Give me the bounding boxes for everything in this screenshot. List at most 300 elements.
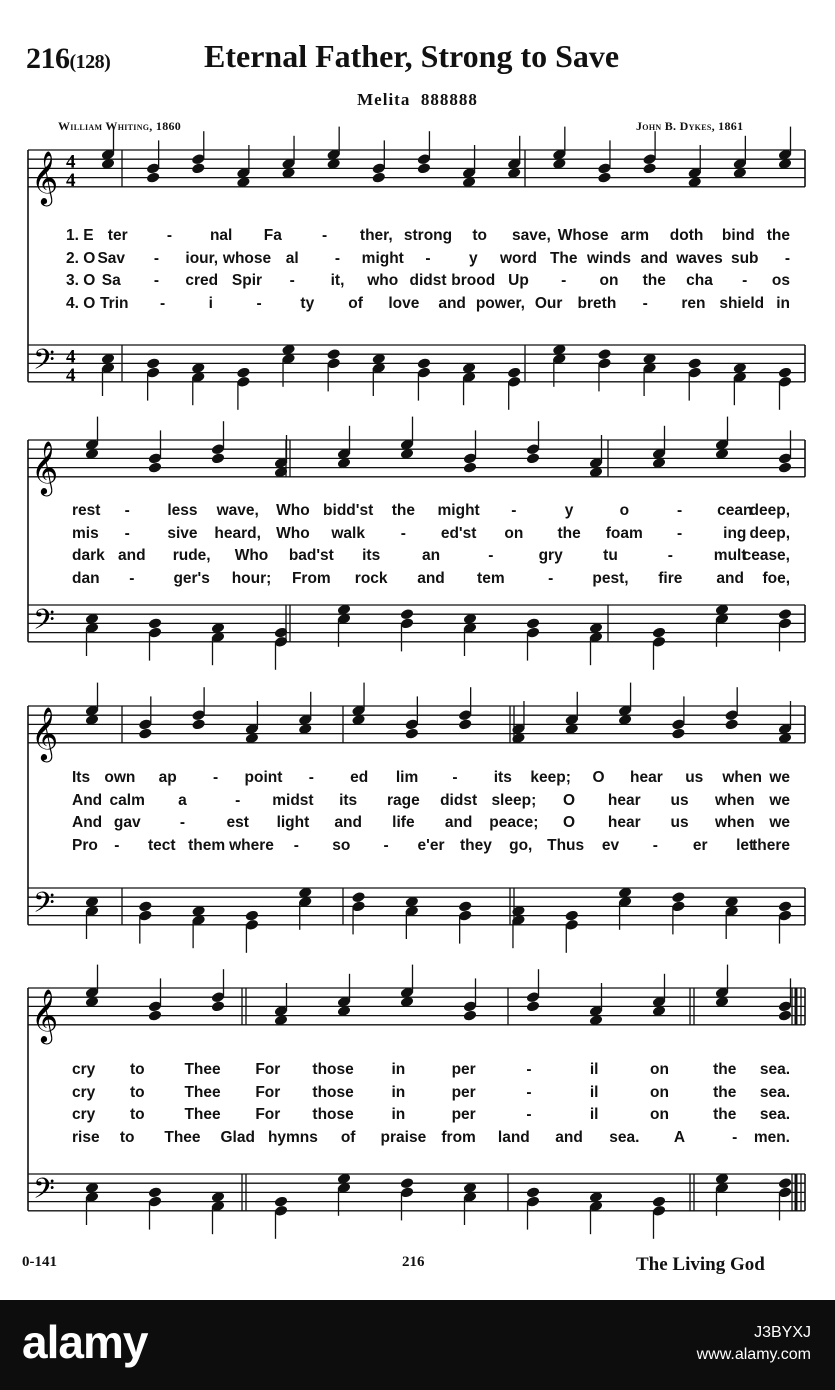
lyric-syllable: who [367, 272, 399, 289]
note-head [463, 461, 478, 474]
lyric-syllable: os [771, 272, 790, 289]
note-head [671, 891, 686, 904]
lyric-syllable: hear [607, 814, 641, 831]
lyric-syllable: ther, [359, 227, 393, 244]
lyric-syllable: and [438, 294, 466, 312]
lyric-syllable: midst [272, 791, 314, 809]
time-signature-treble-top: 4 [66, 151, 76, 173]
lyric-syllable: on [599, 272, 619, 289]
lyric-syllable: per [451, 1061, 476, 1078]
lyric-syllable: rest [72, 502, 101, 519]
note-head [371, 171, 386, 184]
lyric-syllable: strong [403, 227, 453, 244]
lyric-syllable: deep, [749, 524, 790, 542]
note-head [400, 608, 415, 621]
lyric-syllable: cha [686, 272, 713, 289]
lyric-syllable: hymns [267, 1128, 318, 1146]
lyric-syllable: tem [477, 569, 505, 587]
composer-credit: John B. Dykes, 1861 [636, 119, 744, 133]
lyric-syllable: might [361, 249, 404, 267]
lyric-syllable: didst [409, 272, 447, 289]
note-head [671, 727, 686, 740]
note-head [778, 1009, 793, 1022]
note-head [564, 909, 579, 922]
lyric-syllable: - [732, 1128, 738, 1146]
lyric-syllable: the [557, 524, 581, 542]
lyric-syllable: - [642, 294, 648, 312]
lyric-syllable: and [417, 569, 445, 587]
lyric-syllable: And [72, 814, 103, 831]
lyric-syllable: on [649, 1083, 669, 1101]
note-head [652, 626, 667, 639]
lyric-syllable: dark [72, 547, 105, 564]
lyric-syllable: let [736, 836, 755, 854]
lyric-syllable: shield [719, 294, 765, 312]
watermark-url: www.alamy.com [696, 1346, 811, 1364]
lyric-syllable: - [153, 249, 160, 267]
lyric-syllable: foam [605, 524, 643, 542]
lyric-syllable: al [285, 249, 299, 267]
lyric-syllable: il [589, 1061, 599, 1078]
treble-clef-icon: 𝄞 [31, 149, 59, 204]
lyric-syllable: ren [681, 294, 706, 312]
lyric-syllable: y [468, 249, 478, 267]
lyric-syllable: - [526, 1106, 532, 1123]
lyric-syllable: and [118, 547, 146, 564]
lyric-syllable: - [256, 294, 262, 312]
lyric-syllable: gry [538, 547, 563, 564]
lyric-syllable: men. [753, 1128, 790, 1146]
treble-clef-icon: 𝄞 [31, 439, 59, 494]
lyric-syllable: an [421, 547, 441, 564]
note-head [526, 1000, 541, 1013]
lyric-syllable: Our [534, 294, 563, 312]
lyric-syllable: - [425, 249, 431, 267]
lyric-syllable: sea. [609, 1128, 640, 1146]
lyric-syllable: Whose [557, 227, 609, 244]
lyric-syllable: didst [440, 791, 478, 809]
bass-clef-icon: 𝄢 [33, 886, 55, 927]
lyric-syllable: to [129, 1061, 145, 1078]
lyric-syllable: fire [658, 569, 683, 587]
note-head [463, 1009, 478, 1022]
lyric-syllable: the [642, 272, 666, 289]
lyric-syllable: - [166, 227, 173, 244]
lyric-syllable: For [255, 1083, 281, 1101]
lyric-syllable: when [714, 814, 755, 831]
lyric-syllable: - [213, 769, 219, 786]
watermark-image-id: J3BYXJ [754, 1324, 811, 1341]
lyric-syllable: sea. [759, 1106, 790, 1123]
lyric-syllable: ter [107, 227, 128, 244]
lyric-syllable: peace; [489, 814, 539, 831]
lyric-syllable: on [649, 1106, 669, 1123]
note-head [326, 348, 341, 361]
lyric-syllable: ev [601, 836, 620, 854]
lyric-syllable: the [713, 1106, 737, 1123]
lyric-syllable: il [589, 1083, 599, 1101]
lyric-syllable: rock [354, 569, 388, 587]
note-head [597, 171, 612, 184]
lyric-syllable: when [714, 791, 755, 809]
note-head [652, 1195, 667, 1208]
lyric-syllable: to [129, 1083, 145, 1101]
lyric-syllable: we [769, 791, 790, 809]
lyric-syllable: Sav [97, 249, 126, 267]
lyric-syllable: might [437, 502, 480, 519]
tune-name: Melita [357, 90, 411, 109]
lyric-syllable: - [293, 836, 299, 854]
lyric-syllable: to [472, 227, 488, 244]
note-head [148, 461, 163, 474]
note-head [778, 1177, 793, 1190]
lyric-syllable: and [716, 569, 744, 587]
lyric-syllable: per [451, 1106, 476, 1123]
lyric-syllable: winds [587, 249, 631, 267]
lyric-syllable: cred [185, 272, 219, 289]
lyric-syllable: - [488, 547, 494, 564]
lyric-syllable: in [391, 1083, 406, 1101]
lyric-syllable: cease, [742, 547, 790, 564]
lyric-syllable: sea. [759, 1061, 790, 1078]
hymn-alt-number: (128) [69, 51, 111, 73]
lyric-syllable: and [555, 1128, 583, 1146]
lyric-syllable: - [179, 814, 186, 831]
note-head [778, 900, 793, 913]
lyric-syllable: A [673, 1128, 686, 1146]
lyric-syllable: us [685, 769, 704, 786]
lyric-syllable: iour, [185, 249, 219, 267]
lyric-syllable: ap [158, 769, 177, 786]
lyric-syllable: hear [630, 769, 663, 786]
lyric-syllable: of [340, 1128, 356, 1146]
lyric-syllable: point [244, 769, 283, 786]
lyric-syllable: dan [72, 569, 100, 587]
note-head [138, 900, 153, 913]
lyric-syllable: we [769, 814, 790, 831]
note-head [274, 1195, 289, 1208]
lyric-syllable: - [129, 569, 135, 587]
lyric-syllable: its [493, 769, 512, 786]
lyric-syllable: of [348, 294, 363, 312]
note-head [507, 366, 522, 379]
note-head [417, 357, 432, 370]
lyric-syllable: - [308, 769, 314, 786]
lyric-syllable: life [392, 814, 415, 831]
footer-section-title: The Living God [636, 1254, 765, 1275]
note-head [458, 900, 473, 913]
lyric-syllable: Pro [72, 836, 98, 854]
lyric-syllable: us [670, 791, 689, 809]
note-head [146, 171, 161, 184]
lyric-syllable: sea. [759, 1083, 790, 1101]
hymn-title: Eternal Father, Strong to Save [204, 38, 620, 74]
system-1 [28, 127, 805, 410]
lyric-syllable: cry [72, 1083, 96, 1101]
note-head [211, 1000, 226, 1013]
lyric-syllable: 4. O [66, 294, 96, 312]
lyric-syllable: mult [713, 547, 747, 564]
note-head [148, 617, 163, 630]
lyric-syllable: ing [723, 524, 747, 542]
lyric-syllable: O [592, 769, 605, 786]
lyric-syllable: love [388, 294, 420, 312]
watermark-logo: alamy [22, 1316, 148, 1368]
note-head [417, 162, 432, 175]
note-head [245, 909, 260, 922]
lyric-syllable: Up [508, 272, 529, 289]
lyric-syllable: there [752, 836, 790, 854]
lyric-syllable: breth [577, 294, 617, 312]
lyric-syllable: ty [300, 294, 315, 312]
lyric-syllable: hour; [231, 569, 272, 587]
lyric-syllable: And [72, 791, 103, 809]
lyric-syllable: Thus [547, 836, 585, 854]
lyric-syllable: - [526, 1083, 532, 1101]
lyric-syllable: where [229, 836, 274, 854]
lyric-syllable: - [289, 272, 295, 289]
lyric-syllable: to [129, 1106, 145, 1123]
lyric-syllable: From [291, 569, 331, 587]
lyric-syllable: - [511, 502, 517, 519]
lyric-syllable: go, [509, 836, 533, 854]
lyric-syllable: Thee [184, 1083, 221, 1101]
lyric-syllable: us [670, 814, 689, 831]
tune-meter: 888888 [420, 90, 478, 109]
lyric-syllable: cry [72, 1061, 96, 1078]
lyric-syllable: sub [730, 249, 759, 267]
note-head [526, 452, 541, 465]
lyric-syllable: and [640, 249, 669, 267]
lyric-syllable: - [526, 1061, 532, 1078]
note-head [778, 461, 793, 474]
lyric-syllable: cry [72, 1106, 96, 1123]
system-2 [28, 417, 805, 670]
lyric-syllable: - [400, 524, 406, 542]
watermark-bar [0, 1300, 835, 1390]
lyric-syllable: in [776, 294, 790, 312]
footer-code: 0-141 [22, 1254, 57, 1270]
lyric-syllable: deep, [749, 502, 790, 519]
lyric-syllable: ger's [173, 569, 210, 587]
lyric-syllable: its [339, 791, 358, 809]
lyric-syllable: - [561, 272, 567, 289]
lyric-syllable: sive [167, 524, 198, 542]
system-4 [28, 965, 805, 1239]
lyric-syllable: tect [147, 836, 176, 854]
lyric-syllable: mis [72, 524, 99, 542]
lyric-syllable: - [321, 227, 328, 244]
lyric-syllable: those [312, 1106, 354, 1123]
lyric-syllable: - [114, 836, 120, 854]
lyric-syllable: - [667, 547, 673, 564]
lyric-syllable: Thee [184, 1061, 221, 1078]
lyric-syllable: o [619, 502, 630, 519]
note-head [146, 357, 161, 370]
lyric-syllable: - [383, 836, 389, 854]
hymn-number-main: 216 [26, 42, 70, 75]
note-head [778, 366, 793, 379]
lyric-syllable: - [235, 791, 241, 809]
lyric-syllable: gav [113, 814, 141, 831]
note-head [778, 608, 793, 621]
note-head [724, 718, 739, 731]
lyric-syllable: sleep; [491, 791, 537, 809]
lyric-syllable: on [649, 1061, 669, 1078]
lyric-syllable: wave, [216, 502, 259, 519]
lyric-syllable: them [188, 836, 226, 854]
lyric-syllable: keep; [530, 769, 571, 786]
lyric-syllable: Thee [184, 1106, 221, 1123]
lyric-syllable: they [459, 836, 492, 854]
note-head [400, 1177, 415, 1190]
lyric-syllable: O [563, 791, 576, 809]
note-head [211, 452, 226, 465]
lyric-syllable: per [451, 1083, 476, 1101]
lyric-syllable: walk [331, 524, 365, 542]
lyric-syllable: Trin [100, 294, 129, 312]
bass-clef-icon: 𝄢 [33, 343, 55, 384]
lyric-syllable: il [589, 1106, 599, 1123]
lyric-syllable: waves [676, 249, 723, 267]
lyric-syllable: bind [721, 227, 755, 244]
lyric-syllable: Thee [164, 1128, 201, 1146]
lyric-syllable: - [742, 272, 748, 289]
lyric-syllable: foe, [762, 569, 790, 587]
lyric-syllable: lim [395, 769, 419, 786]
lyric-syllable: brood [451, 272, 496, 289]
bass-clef-icon: 𝄢 [33, 603, 55, 644]
lyric-syllable: Who [234, 547, 269, 564]
time-signature-bass-top: 4 [66, 346, 76, 368]
note-head [236, 366, 251, 379]
lyric-syllable: 3. O [66, 272, 96, 289]
lyric-syllable: - [676, 502, 683, 519]
lyric-syllable: - [153, 272, 160, 289]
lyric-syllable: - [676, 524, 683, 542]
lyric-syllable: - [784, 249, 790, 267]
lyric-syllable: so [332, 836, 351, 854]
lyric-syllable: - [548, 569, 554, 587]
note-head [687, 357, 702, 370]
note-head [526, 617, 541, 630]
lyric-syllable: O [563, 814, 576, 831]
lyric-syllable: - [334, 249, 341, 267]
lyric-syllable: er [692, 836, 708, 854]
note-head [351, 891, 366, 904]
lyric-syllable: in [391, 1061, 406, 1078]
watermark-info [697, 1322, 811, 1367]
lyric-syllable: to [119, 1128, 135, 1146]
lyric-syllable: save, [512, 227, 551, 244]
lyric-syllable: Fa [263, 227, 282, 244]
lyric-syllable: Who [276, 524, 310, 542]
lyric-syllable: 1. E [66, 227, 94, 244]
lyric-syllable: praise [380, 1128, 427, 1146]
lyric-syllable: the [713, 1083, 737, 1101]
lyric-syllable: For [255, 1061, 281, 1078]
lyric-syllable: - [159, 294, 166, 312]
lyric-syllable: y [564, 502, 574, 519]
note-head [642, 162, 657, 175]
lyric-syllable: those [312, 1083, 354, 1101]
lyric-syllable: whose [222, 249, 272, 267]
lyric-syllable: Spir [231, 272, 263, 289]
lyric-syllable: we [769, 769, 790, 786]
lyric-syllable: on [504, 524, 524, 542]
lyric-syllable: land [497, 1128, 530, 1146]
lyric-syllable: from [441, 1128, 476, 1146]
lyric-syllable: in [391, 1106, 406, 1123]
lyric-syllable: arm [620, 227, 650, 244]
author-credit: William Whiting, 1860 [58, 119, 182, 133]
note-head [405, 727, 420, 740]
bass-clef-icon: 𝄢 [33, 1172, 55, 1213]
lyric-syllable: bidd'st [323, 502, 374, 519]
lyric-syllable: those [312, 1061, 354, 1078]
lyric-syllable: its [362, 547, 381, 564]
lyric-syllable: tu [603, 547, 618, 564]
lyric-syllable: and [334, 814, 362, 831]
lyric-syllable: the [766, 227, 790, 244]
lyric-syllable: Who [276, 502, 310, 519]
lyric-syllable: when [722, 769, 762, 786]
note-head [148, 1009, 163, 1022]
lyric-syllable: less [167, 502, 198, 519]
note-head [148, 1186, 163, 1199]
lyric-syllable: light [276, 814, 310, 831]
lyric-syllable: the [391, 502, 415, 519]
lyric-syllable: rude, [172, 547, 211, 564]
note-head [597, 348, 612, 361]
lyric-syllable: For [255, 1106, 281, 1123]
time-signature-treble-bottom: 4 [66, 169, 76, 191]
lyric-syllable: word [499, 249, 538, 267]
footer-page-number: 216 [402, 1254, 425, 1270]
lyric-syllable: rise [72, 1128, 100, 1146]
lyric-syllable: nal [209, 227, 233, 244]
lyric-syllable: - [124, 524, 130, 542]
treble-clef-icon: 𝄞 [31, 705, 59, 760]
lyric-syllable: est [226, 814, 249, 831]
lyric-syllable: it, [330, 272, 345, 289]
lyric-syllable: Sa [101, 272, 121, 289]
lyric-syllable: e'er [417, 836, 445, 854]
lyric-syllable: ed'st [440, 524, 477, 542]
lyric-syllable: - [124, 502, 130, 519]
lyric-syllable: hear [607, 791, 641, 809]
lyric-syllable: the [713, 1061, 737, 1078]
note-head [191, 162, 206, 175]
lyric-syllable: cean [717, 502, 753, 519]
lyric-syllable: - [652, 836, 658, 854]
lyric-syllable: and [444, 814, 473, 831]
lyric-syllable: Its [72, 769, 91, 786]
lyric-syllable: heard, [214, 524, 261, 542]
lyric-syllable: Glad [220, 1128, 255, 1146]
lyric-syllable: calm [109, 791, 145, 809]
lyric-syllable: The [549, 249, 578, 267]
lyric-syllable: doth [669, 227, 704, 244]
lyric-syllable: - [452, 769, 458, 786]
lyric-syllable: 2. O [66, 249, 96, 267]
lyric-syllable: own [104, 769, 136, 786]
lyric-syllable: a [178, 791, 187, 809]
time-signature-bass-bottom: 4 [66, 364, 76, 386]
note-head [526, 1186, 541, 1199]
note-head [458, 718, 473, 731]
note-head [138, 727, 153, 740]
